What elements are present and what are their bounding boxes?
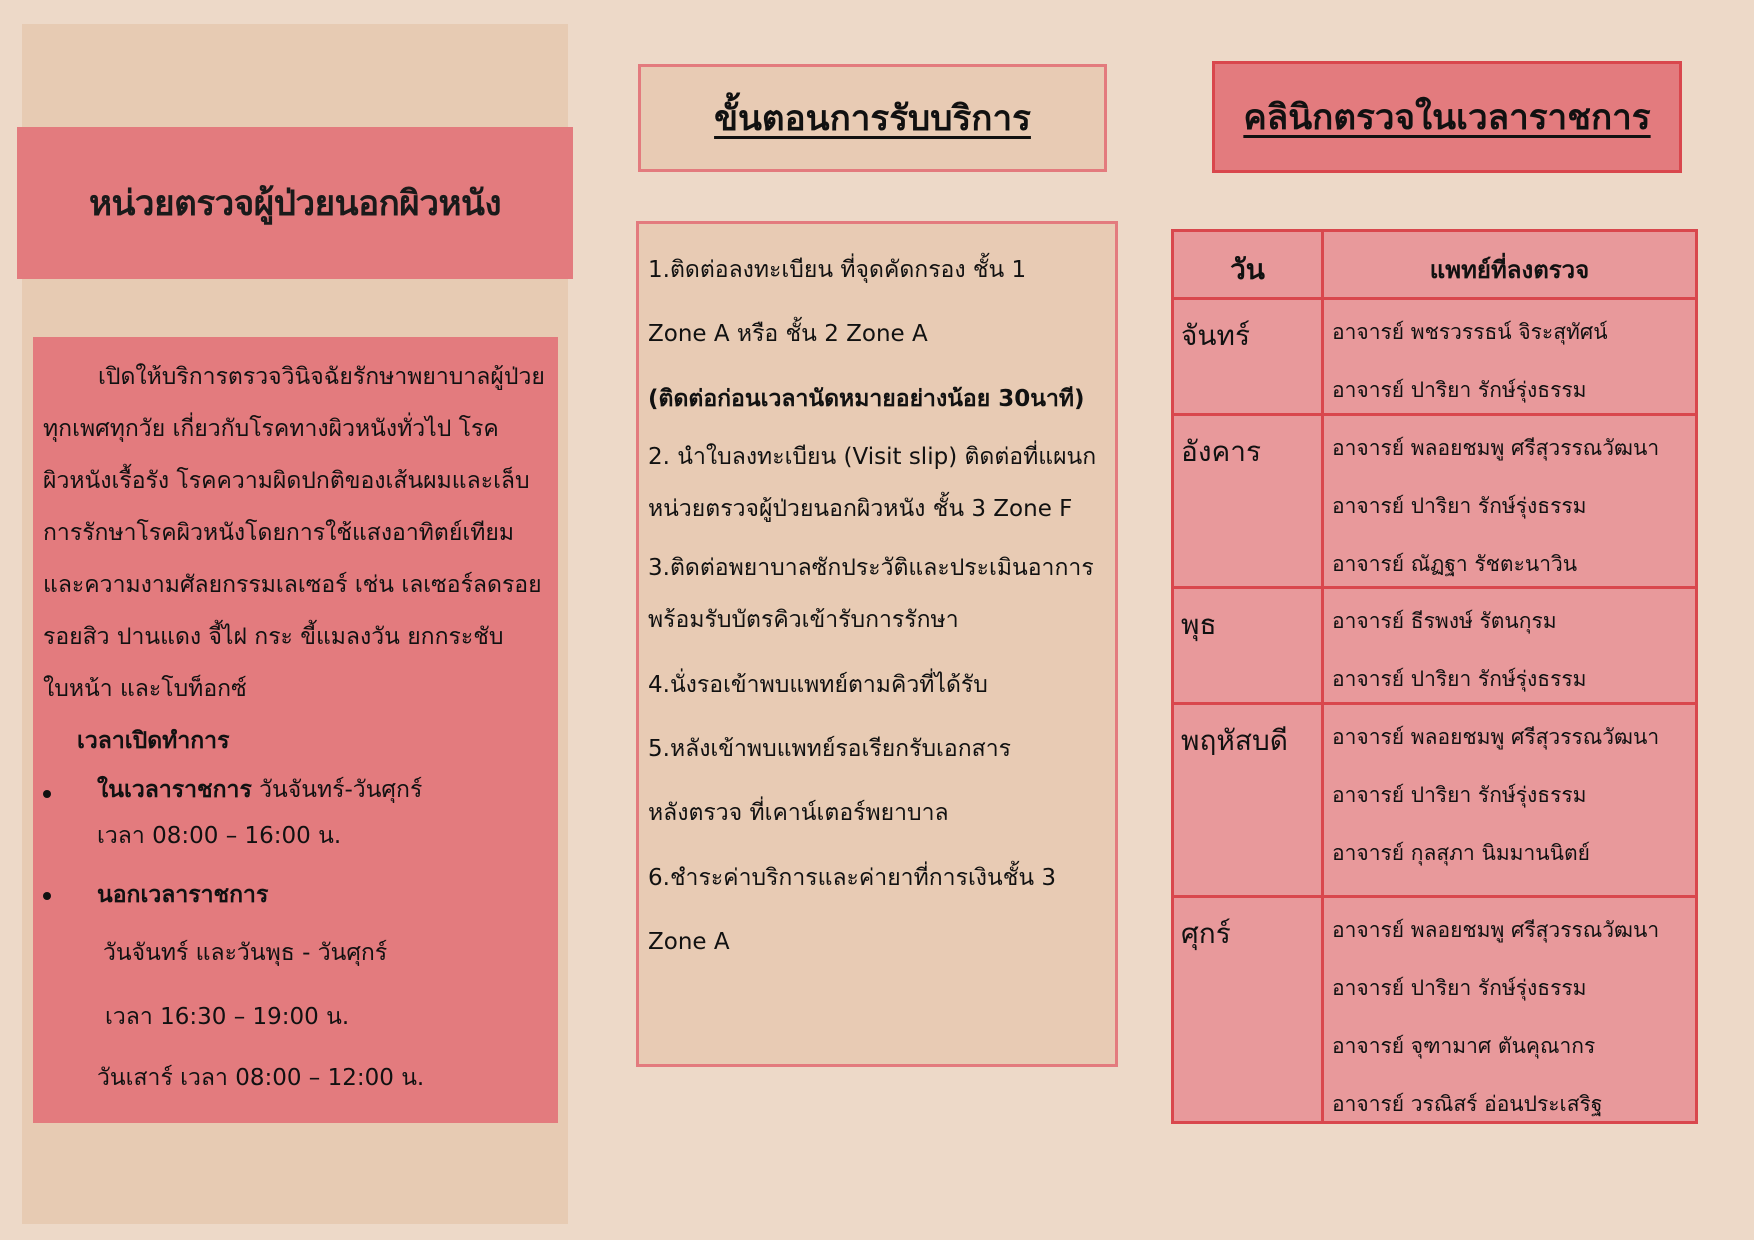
- steps-title: ขั้นตอนการรับบริการ: [714, 98, 1031, 139]
- left-title-banner: [17, 127, 573, 279]
- office-hours-item: [43, 767, 546, 813]
- step-line: หน่วยตรวจผู้ป่วยนอกผิวหนัง ชั้น 3 Zone F: [648, 495, 1073, 522]
- clinic-info-box: [33, 337, 558, 1123]
- doctor-name: อาจารย์ ปาริยา รักษ์รุ่งธรรม: [1332, 976, 1587, 1000]
- schedule-title-box: [1212, 61, 1682, 173]
- doctor-name: อาจารย์ พชรวรรธน์ จิระสุทัศน์: [1332, 320, 1608, 344]
- doctors-cell: [1324, 705, 1695, 891]
- after-hours-label: นอกเวลาราชการ: [97, 882, 269, 908]
- table-row: [1174, 898, 1695, 1121]
- schedule-title: คลินิกตรวจในเวลาราชการ: [1243, 97, 1651, 138]
- doctor-name: อาจารย์ ปาริยา รักษ์รุ่งธรรม: [1332, 667, 1587, 691]
- doctor-name: อาจารย์ ธีรพงษ์ รัตนกุรม: [1332, 609, 1557, 633]
- steps-list: [636, 221, 1118, 1067]
- step-line: 5.หลังเข้าพบแพทย์รอเรียกรับเอกสาร: [648, 736, 1011, 763]
- doctor-name: อาจารย์ พลอยชมพู ศรีสุวรรณวัฒนา: [1332, 436, 1660, 460]
- doctor-name: อาจารย์ พลอยชมพู ศรีสุวรรณวัฒนา: [1332, 918, 1660, 942]
- step-line: 6.ชำระค่าบริการและค่ายาที่การเงินชั้น 3: [648, 864, 1057, 891]
- doctor-name: อาจารย์ ปาริยา รักษ์รุ่งธรรม: [1332, 494, 1587, 518]
- header-day: วัน: [1174, 232, 1324, 297]
- office-hours-days: วันจันทร์-วันศุกร์: [251, 777, 423, 803]
- description-line: และความงามศัลยกรรมเลเซอร์ เช่น เลเซอร์ลดรอย: [43, 572, 542, 598]
- clinic-description: [43, 351, 546, 403]
- doctors-cell: [1324, 898, 1695, 1142]
- step-line: หลังตรวจ ที่เคาน์เตอร์พยาบาล: [648, 800, 949, 827]
- steps-title-box: [638, 64, 1107, 172]
- opening-hours-title: เวลาเปิดทำการ: [77, 728, 230, 754]
- office-hours-label: ในเวลาราชการ: [97, 777, 252, 803]
- table-row: [1174, 300, 1695, 416]
- office-hours-time: เวลา 08:00 – 16:00 น.: [97, 823, 342, 849]
- doctor-name: อาจารย์ กุลสุภา นิมมานนิตย์: [1332, 841, 1590, 865]
- doctors-cell: [1324, 589, 1695, 717]
- after-hours-time: เวลา 16:30 – 19:00 น.: [105, 1004, 350, 1030]
- bullet-icon: [43, 790, 51, 798]
- description-line: ทุกเพศทุกวัย เกี่ยวกับโรคทางผิวหนังทั่วไป โรค: [43, 416, 499, 442]
- saturday-hours: วันเสาร์ เวลา 08:00 – 12:00 น.: [97, 1065, 425, 1091]
- doctor-name: อาจารย์ จุฑามาศ ตันคุณากร: [1332, 1034, 1596, 1058]
- bullet-icon: [43, 892, 51, 900]
- doctor-name: อาจารย์ ปาริยา รักษ์รุ่งธรรม: [1332, 378, 1587, 402]
- day-cell: พุธ: [1174, 589, 1324, 702]
- step-line: 4.นั่งรอเข้าพบแพทย์ตามคิวที่ได้รับ: [648, 671, 988, 698]
- day-cell: จันทร์: [1174, 300, 1324, 413]
- table-row: [1174, 589, 1695, 705]
- day-cell: อังคาร: [1174, 416, 1324, 586]
- description-line: ผิวหนังเรื้อรัง โรคความผิดปกติของเส้นผมและเล็บ: [43, 468, 530, 494]
- doctors-cell: [1324, 300, 1695, 428]
- description-line: เปิดให้บริการตรวจวินิจฉัยรักษาพยาบาลผู้ป่วย: [98, 364, 545, 390]
- doctor-schedule-table: [1171, 229, 1698, 1124]
- step-line: Zone A: [648, 929, 730, 956]
- after-hours-days: วันจันทร์ และวันพุธ - วันศุกร์: [103, 940, 388, 966]
- step-line: 1.ติดต่อลงทะเบียน ที่จุดคัดกรอง ชั้น 1: [648, 257, 1027, 283]
- table-row: [1174, 705, 1695, 898]
- doctors-cell: [1324, 416, 1695, 602]
- after-hours-item: [43, 869, 546, 921]
- doctor-name: อาจารย์ ณัฏฐา รัชตะนาวิน: [1332, 552, 1578, 576]
- clinic-title: หน่วยตรวจผู้ป่วยนอกผิวหนัง: [88, 183, 502, 224]
- description-line: ใบหน้า และโบท็อกซ์: [43, 676, 247, 702]
- description-line: รอยสิว ปานแดง จี้ไฝ กระ ขี้แมลงวัน ยกกระชับ: [43, 624, 504, 650]
- day-cell: ศุกร์: [1174, 898, 1324, 1121]
- doctor-name: อาจารย์ วรณิสร์ อ่อนประเสริฐ: [1332, 1092, 1603, 1116]
- doctor-name: อาจารย์ พลอยชมพู ศรีสุวรรณวัฒนา: [1332, 725, 1660, 749]
- table-header-row: [1174, 232, 1695, 300]
- table-row: [1174, 416, 1695, 589]
- doctor-name: อาจารย์ ปาริยา รักษ์รุ่งธรรม: [1332, 783, 1587, 807]
- header-doctor: แพทย์ที่ลงตรวจ: [1429, 256, 1590, 284]
- step-line: Zone A หรือ ชั้น 2 Zone A: [648, 321, 928, 348]
- step-note: (ติดต่อก่อนเวลานัดหมายอย่างน้อย 30นาที): [648, 385, 1085, 412]
- step-line: พร้อมรับบัตรคิวเข้ารับการรักษา: [648, 606, 959, 633]
- step-line: 3.ติดต่อพยาบาลซักประวัติและประเมินอาการ: [648, 554, 1094, 581]
- description-line: การรักษาโรคผิวหนังโดยการใช้แสงอาทิตย์เทียม: [43, 520, 515, 546]
- step-line: 2. นำใบลงทะเบียน (Visit slip) ติดต่อที่แผนก: [648, 443, 1097, 470]
- day-cell: พฤหัสบดี: [1174, 705, 1324, 895]
